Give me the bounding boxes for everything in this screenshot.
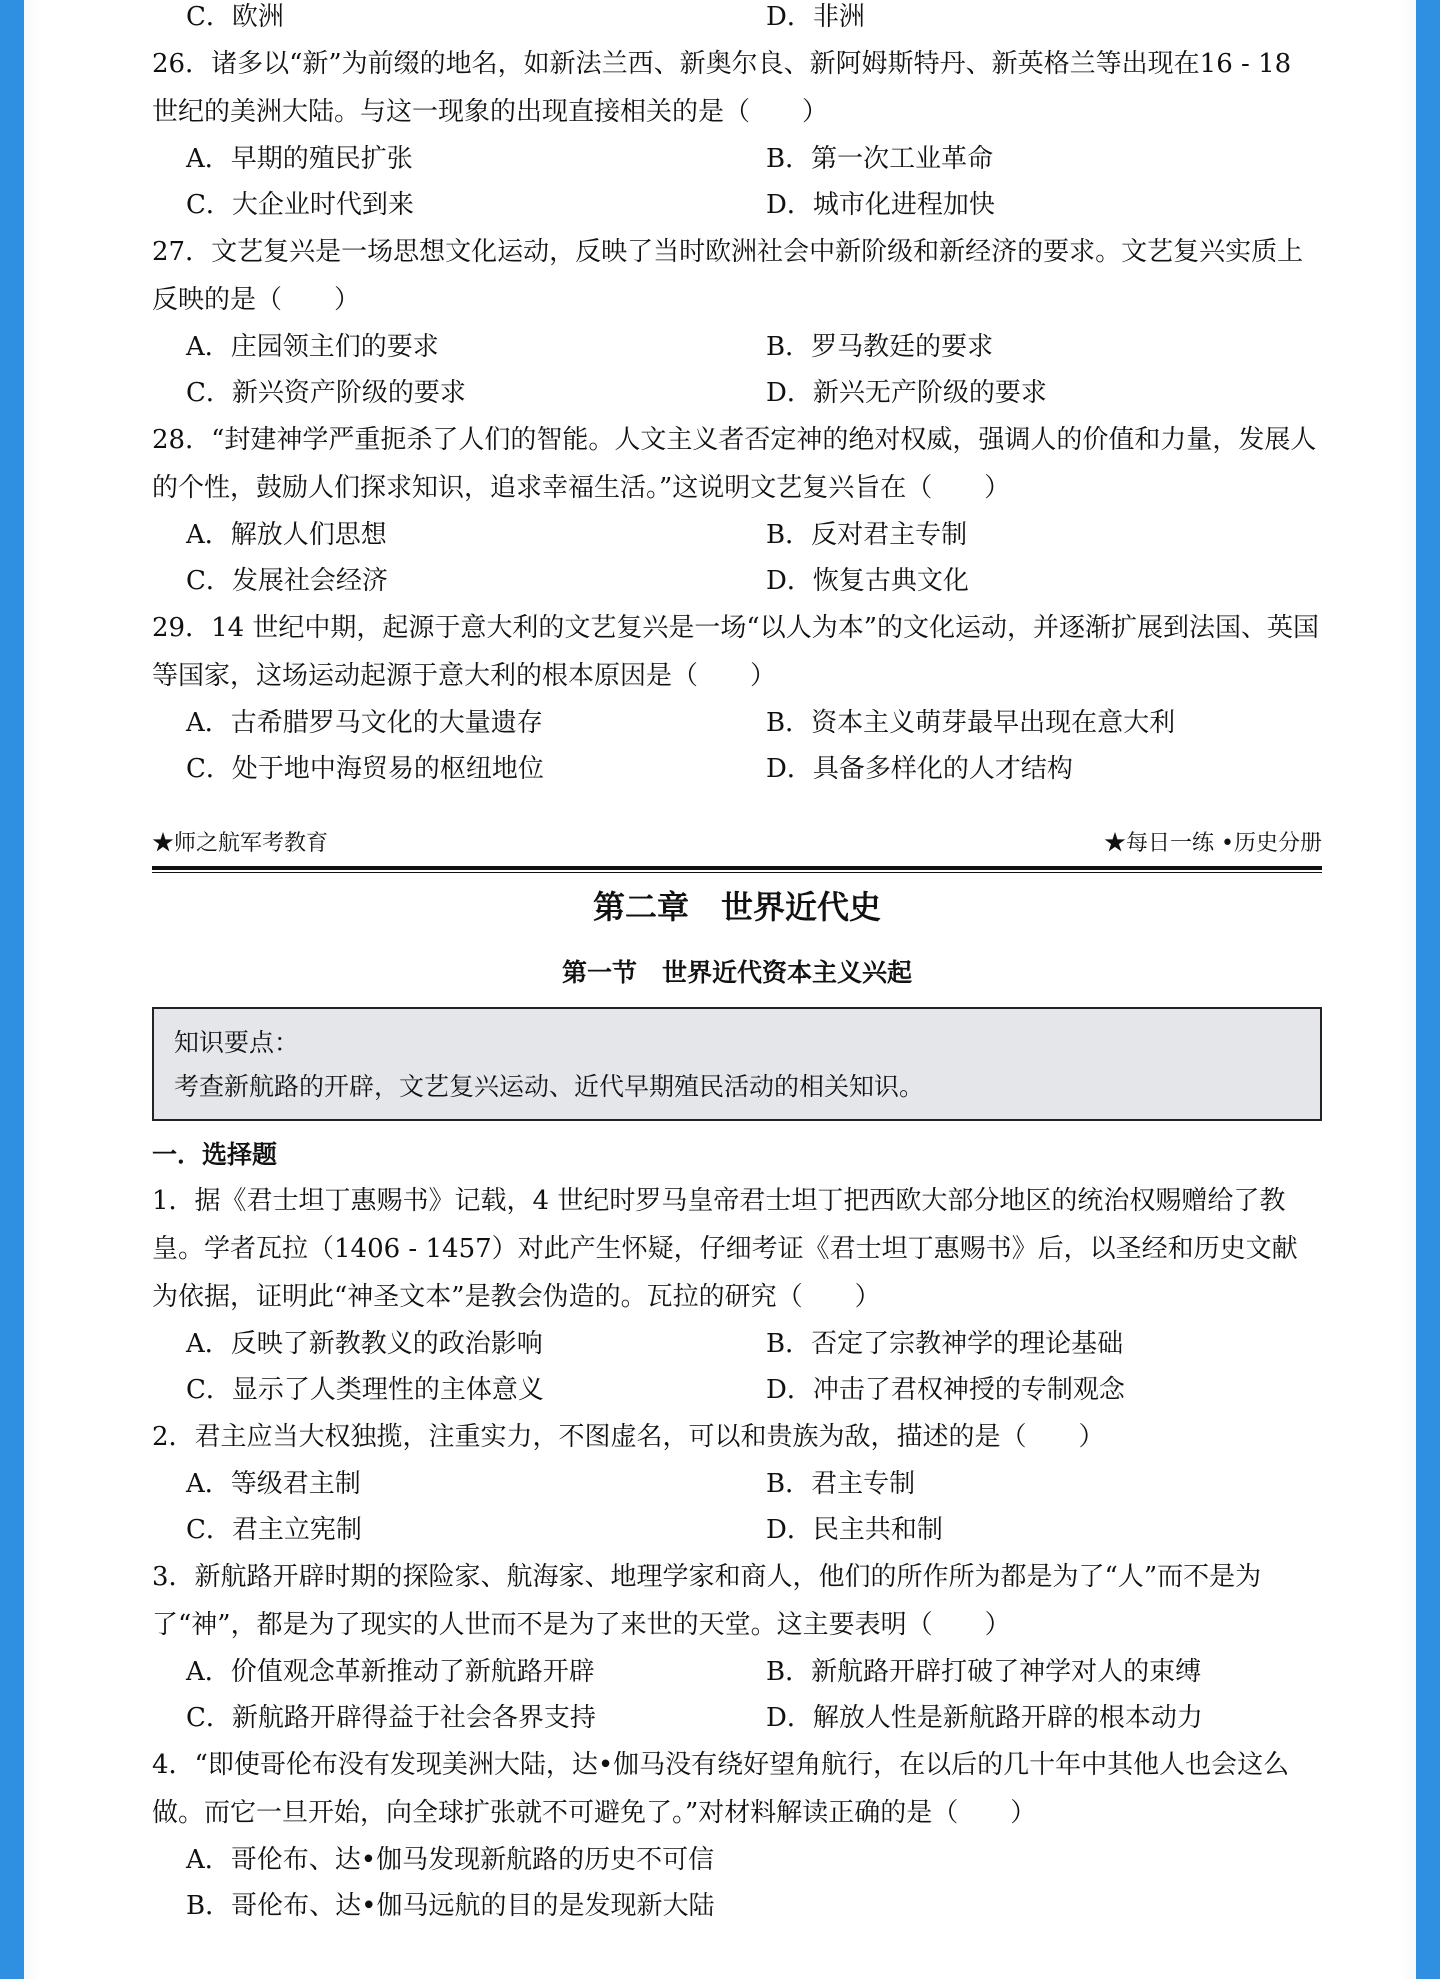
question-2: 2．君主应当大权独揽，注重实力，不图虚名，可以和贵族为敌，描述的是（ ） [152,1422,1105,1452]
question-2-options [152,1461,1322,1553]
question-4: 4．“即使哥伦布没有发现美洲大陆，达•伽马没有绕好望角航行，在以后的几十年中其他人也会这么做。而它一旦开始，向全球扩张就不可避免了。”对材料解读正确的是（ ） [152,1750,1290,1828]
option-b: B．新航路开辟打破了神学对人的束缚 [766,1657,1202,1687]
option-a: A．早期的殖民扩张 [186,144,413,174]
header-rule-thin [152,872,1322,873]
option-c: C．处于地中海贸易的枢纽地位 [186,754,544,784]
option-a: A．价值观念革新推动了新航路开辟 [186,1657,595,1687]
q25-options-tail [152,0,1322,40]
option-a: A．反映了新教教义的政治影响 [186,1329,543,1359]
left-decorative-bar [0,0,24,1979]
option-b: B．反对君主专制 [766,520,968,550]
question-4-options [152,1837,1322,1929]
option-b: B．哥伦布、达•伽马远航的目的是发现新大陆 [186,1891,715,1921]
option-d: D．解放人性是新航路开辟的根本动力 [766,1703,1203,1733]
option-c: C．发展社会经济 [186,566,388,596]
knowledge-text: 考查新航路的开辟，文艺复兴运动、近代早期殖民活动的相关知识。 [174,1072,925,1101]
option-a: A．解放人们思想 [186,520,387,550]
header-left: ★师之航军考教育 [152,831,329,856]
question-26: 26．诸多以“新”为前缀的地名，如新法兰西、新奥尔良、新阿姆斯特丹、新英格兰等出现在16 - 18 世纪的美洲大陆。与这一现象的出现直接相关的是（ ） [152,49,1292,127]
option-c: C．新航路开辟得益于社会各界支持 [186,1703,596,1733]
question-27-options [152,324,1322,416]
question-28: 28．“封建神学严重扼杀了人们的智能。人文主义者否定神的绝对权威，强调人的价值和力量，发展人的个性，鼓励人们探求知识，追求幸福生活。”这说明文艺复兴旨在（ ） [152,425,1317,503]
question-29-options [152,700,1322,792]
option-d: D．非洲 [766,2,865,32]
option-a: A．庄园领主们的要求 [186,332,439,362]
running-header [152,828,1322,860]
option-b: B．否定了宗教神学的理论基础 [766,1329,1124,1359]
document-content [152,0,1322,1929]
option-c: C．显示了人类理性的主体意义 [186,1375,544,1405]
question-29: 29．14 世纪中期，起源于意大利的文艺复兴是一场“以人为本”的文化运动，并逐渐扩展到法国、英国等国家，这场运动起源于意大利的根本原因是（ ） [152,613,1320,691]
option-a: A．等级君主制 [186,1469,361,1499]
right-decorative-bar [1416,0,1440,1979]
header-rule-thick [152,866,1322,870]
option-d: D．具备多样化的人才结构 [766,754,1073,784]
option-c: C．新兴资产阶级的要求 [186,378,466,408]
option-d: D．冲击了君权神授的专制观念 [766,1375,1125,1405]
option-b: B．罗马教廷的要求 [766,332,994,362]
section-title: 第一节 世界近代资本主义兴起 [561,958,912,987]
question-28-options [152,512,1322,604]
option-b: B．资本主义萌芽最早出现在意大利 [766,708,1176,738]
option-b: B．第一次工业革命 [766,144,994,174]
option-c: C．君主立宪制 [186,1515,362,1545]
header-right: ★每日一练 •历史分册 [1104,831,1322,856]
option-a: A．哥伦布、达•伽马发现新航路的历史不可信 [186,1845,715,1875]
option-d: D．民主共和制 [766,1515,943,1545]
part-title: 一．选择题 [152,1140,278,1169]
question-26-options [152,136,1322,228]
question-1-options [152,1321,1322,1413]
option-d: D．恢复古典文化 [766,566,969,596]
option-d: D．新兴无产阶级的要求 [766,378,1047,408]
knowledge-box [152,1007,1322,1121]
chapter-title: 第二章 世界近代史 [592,888,881,926]
question-27: 27．文艺复兴是一场思想文化运动，反映了当时欧洲社会中新阶级和新经济的要求。文艺复兴实质上反映的是（ ） [152,237,1304,315]
question-3: 3．新航路开辟时期的探险家、航海家、地理学家和商人，他们的所作所为都是为了“人”而不是为了“神”，都是为了现实的人世而不是为了来世的天堂。这主要表明（ ） [152,1562,1262,1640]
question-3-options [152,1649,1322,1741]
option-d: D．城市化进程加快 [766,190,995,220]
option-a: A．古希腊罗马文化的大量遗存 [186,708,543,738]
question-1: 1．据《君士坦丁惠赐书》记载，4 世纪时罗马皇帝君士坦丁把西欧大部分地区的统治权赐赠给了教皇。学者瓦拉（1406 - 1457）对此产生怀疑，仔细考证《君士坦丁惠赐书》后，以圣经和历史文献为依据，证明此“神圣文本”是教会伪造的。瓦拉的研究（ ） [152,1186,1298,1312]
knowledge-label: 知识要点： [174,1028,300,1057]
option-c: C．欧洲 [186,2,284,32]
option-c: C．大企业时代到来 [186,190,414,220]
option-b: B．君主专制 [766,1469,916,1499]
